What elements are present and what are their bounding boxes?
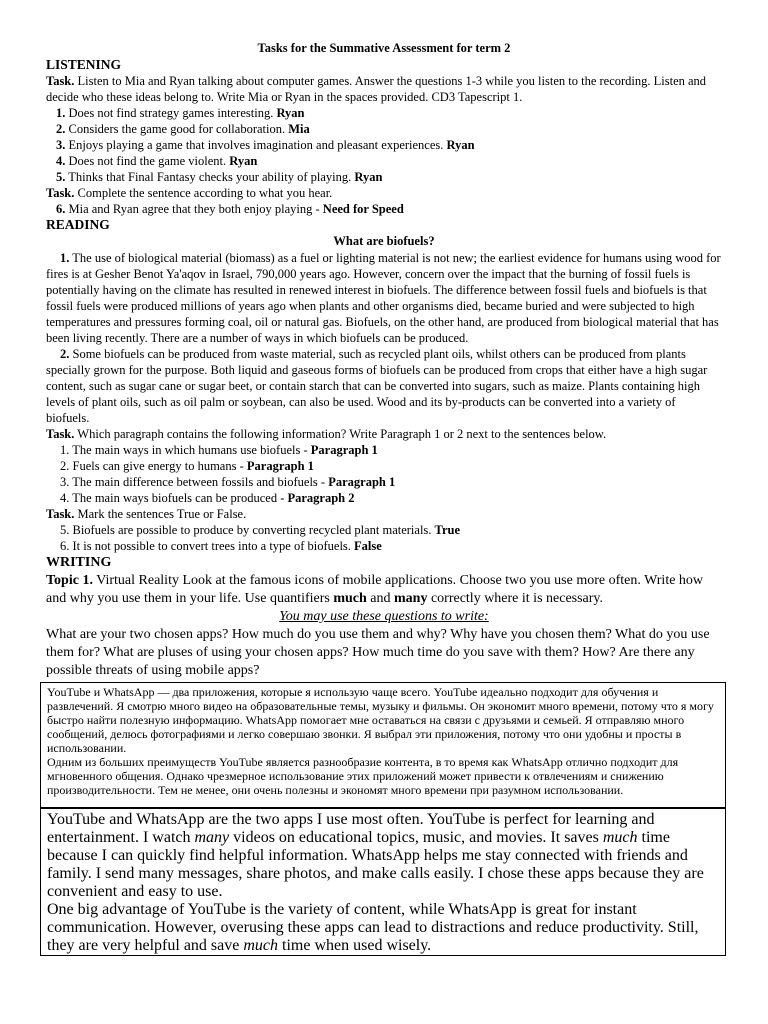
reading-item-4: 4. The main ways biofuels can be produced - Paragraph 2: [60, 491, 355, 505]
answer: Ryan: [229, 154, 258, 168]
writing-questions: What are your two chosen apps? How much do you use them and why? Why have you chosen them? What do you use them for? What are pluses of using your chosen apps? How much time do you save with them? How? Are there any possible threats of using mobile apps?: [46, 627, 710, 678]
writing-hint: You may use these questions to write:: [279, 609, 489, 624]
reading-paragraph-2: 2. Some biofuels can be produced from waste material, such as recycled plant oils, whilst others can be produced from plants specially grown for the purpose. Both liquid and gaseous forms of biofuels can be produced from crops that either have a high sugar content, such as sugar cane or sugar beet, or contain starch that can be converted into sugars, such as maize. Plants containing high levels of plant oils, such as oil palm or soybean, can also be used. Wood and its by-products can be converted into a variety of biofuels.: [46, 347, 708, 425]
answer-ru-paragraph-1: YouTube и WhatsApp — два приложения, которые я использую чаще всего. YouTube идеально подходит для обучения и развлечений. Я смотрю много видео на образовательные темы, музыку и фильмы. Он экономит много времени, потому что я могу быстро найти полезную информацию. WhatsApp помогает мне оставаться на связи с друзьями и семьей. Я отправляю много сообщений, делюсь фотографиями и легко совершаю звонки. Я выбрал эти приложения, потому что они удобны и просты в использовании.: [47, 685, 714, 755]
answer-en-paragraph-2: One big advantage of YouTube is the variety of content, while WhatsApp is great for instant communication. However, overusing these apps can lead to distractions and reduce productivity. Still, they are very helpful and save much time when used wisely.: [47, 901, 699, 954]
reading-item-3: 3. The main difference between fossils and biofuels - Paragraph 1: [60, 475, 396, 489]
answer-box-russian: [40, 682, 726, 808]
listening-item-3: 3. Enjoys playing a game that involves imagination and pleasant experiences. Ryan: [56, 138, 475, 152]
reading-item-2: 2. Fuels can give energy to humans - Paragraph 1: [60, 459, 314, 473]
answer: Mia: [288, 122, 310, 136]
writing-topic: Topic 1. Virtual Reality Look at the famous icons of mobile applications. Choose two you use more often. Write how and why you use them in your life. Use quantifiers much and many correctly where it is necessary.: [46, 573, 704, 606]
reading-item-1: 1. The main ways in which humans use biofuels - Paragraph 1: [60, 443, 378, 457]
reading-paragraph-1: 1. The use of biological material (biomass) as a fuel or lighting material is not new; the earliest evidence for humans using wood for fires is at Gesher Benot Ya'aqov in Israel, 790,000 years ago. However, concern over the impact that the burning of fossil fuels is potentially having on the climate has resulted in renewed interest in biofuels. The difference between fossil fuels and biofuels is that fossil fuels were produced millions of years ago when plants and other organisms died, became buried and were subjected to high temperatures and pressures forming coal, oil or natural gas. Biofuels, on the other hand, are produced from biological material that has been living recently. There are a number of ways in which biofuels can be produced.: [46, 251, 721, 345]
answer: Need for Speed: [322, 202, 404, 216]
task-text: Listen to Mia and Ryan talking about computer games. Answer the questions 1-3 while you listen to the recording. Listen and decide who these ideas belong to. Write Mia or Ryan in the spaces provided. CD3 Tapescript 1.: [46, 74, 707, 104]
listening-task-1: [46, 73, 722, 105]
task-label: Task.: [46, 74, 75, 88]
reading-task-2: Task. Mark the sentences True or False.: [46, 507, 247, 521]
answer-box-english: [40, 808, 726, 956]
answer: Ryan: [276, 106, 305, 120]
listening-item-4: 4. Does not find the game violent. Ryan: [56, 154, 258, 168]
answer: Ryan: [354, 170, 383, 184]
reading-heading: READING: [46, 217, 110, 232]
reading-tf-item-5: 5. Biofuels are possible to produce by converting recycled plant materials. True: [60, 523, 461, 537]
writing-heading: WRITING: [46, 555, 112, 570]
answer: Ryan: [446, 138, 475, 152]
listening-heading: LISTENING: [46, 57, 122, 72]
listening-item-5: 5. Thinks that Final Fantasy checks your ability of playing. Ryan: [56, 170, 383, 184]
reading-tf-item-6: 6. It is not possible to convert trees into a type of biofuels. False: [60, 539, 382, 553]
document-title: Tasks for the Summative Assessment for term 2: [257, 41, 511, 55]
article-title: What are biofuels?: [333, 234, 435, 248]
listening-item-1: 1. Does not find strategy games interesting. Ryan: [56, 106, 305, 120]
listening-item-6: 6. Mia and Ryan agree that they both enjoy playing - Need for Speed: [56, 202, 404, 216]
listening-item-2: 2. Considers the game good for collaboration. Mia: [56, 122, 310, 136]
reading-task-1: Task. Which paragraph contains the following information? Write Paragraph 1 or 2 next to the sentences below.: [46, 427, 607, 441]
answer-ru-paragraph-2: Одним из больших преимуществ YouTube является разнообразие контента, в то время как WhatsApp отлично подходит для мгновенного общения. Однако чрезмерное использование этих приложений может привести к отвлечениям и снижению производительности. Тем не менее, они очень полезны и экономят много времени при разумном использовании.: [47, 755, 679, 797]
listening-task-2: Task. Complete the sentence according to what you hear.: [46, 186, 333, 200]
document-page: [46, 40, 722, 680]
answer-en-paragraph-1: YouTube and WhatsApp are the two apps I use most often. YouTube is perfect for learning and entertainment. I watch many videos on educational topics, music, and movies. It saves much time because I can quickly find helpful information. WhatsApp helps me stay connected with friends and family. I send many messages, share photos, and make calls easily. I chose these apps because they are convenient and easy to use.: [47, 811, 704, 900]
